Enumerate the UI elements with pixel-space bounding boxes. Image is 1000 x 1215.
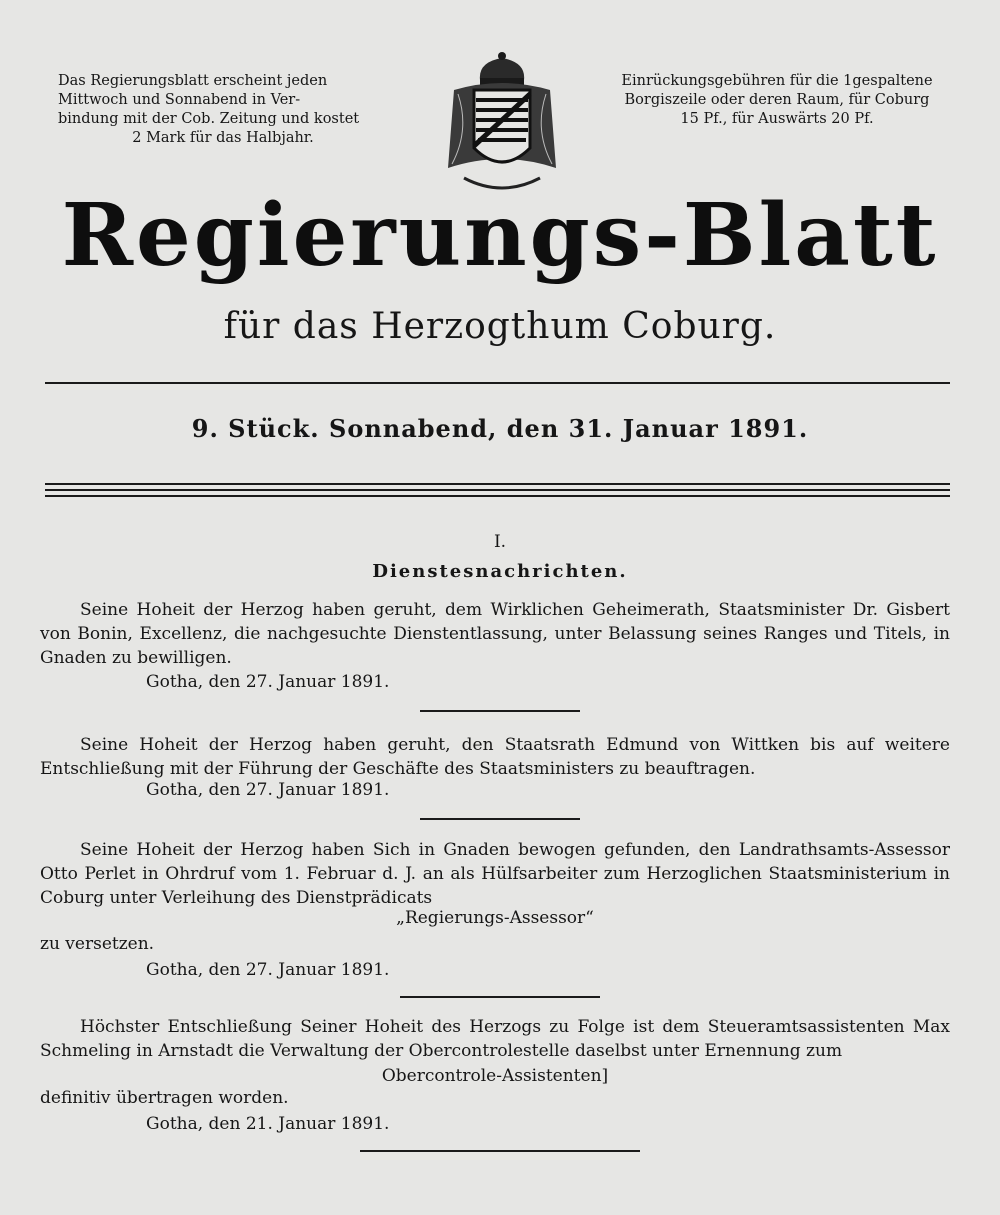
notice-date: Gotha, den 27. Januar 1891. <box>146 780 390 800</box>
masthead-title: Regierungs-Blatt <box>61 185 939 286</box>
notice-date: Gotha, den 27. Januar 1891. <box>146 960 390 980</box>
notice-title-quote: „Regierungs-Assessor“ <box>396 908 594 928</box>
notice-date: Gotha, den 27. Januar 1891. <box>146 672 390 692</box>
separator-rule <box>420 710 580 712</box>
notice-title-quote: Obercontrole-Assistenten] <box>381 1066 609 1086</box>
notice-body: Seine Hoheit der Herzog haben Sich in Gnaden bewogen gefunden, den Landrathsamts-Assessor Otto Perlet in Ohrdruf vom 1. Februar d. J. an als Hülfsarbeiter zum Herzoglichen Staatsministerium in Coburg unter Verleihung des Dienstprädicats <box>40 840 950 908</box>
rates-line: Einrückungsgebühren für die 1gespaltene <box>621 73 933 89</box>
notice-text <box>40 838 950 910</box>
advertising-rates-notice <box>612 72 942 129</box>
rates-line: Borgiszeile oder deren Raum, für Coburg <box>624 92 930 108</box>
subscription-line: Mittwoch und Sonnabend in Ver- <box>58 92 301 108</box>
subscription-notice <box>58 72 388 148</box>
top-rule <box>45 382 950 384</box>
section-number: I. <box>493 532 507 552</box>
notice-body: Seine Hoheit der Herzog haben geruht, den Staatsrath Edmund von Wittken bis auf weitere Entschließung mit der Führung der Geschäfte des Staatsministers zu beauftragen. <box>40 735 950 779</box>
notice-date: Gotha, den 21. Januar 1891. <box>146 1114 390 1134</box>
rates-line: 15 Pf., für Auswärts 20 Pf. <box>680 111 874 127</box>
separator-rule <box>400 996 600 998</box>
notice-text <box>40 598 950 670</box>
notice-body: Seine Hoheit der Herzog haben geruht, dem Wirklichen Geheimerath, Staatsminister Dr. Gisbert von Bonin, Excellenz, die nachgesuchte Dienstentlassung, unter Belassung seines Ranges und Titels, in Gnaden zu bewilligen. <box>40 600 950 668</box>
notice-text <box>40 733 950 781</box>
section-title: Dienstesnachrichten. <box>372 561 628 582</box>
ducal-crest-icon <box>440 50 564 198</box>
subscription-line: Das Regierungsblatt erscheint jeden <box>58 73 328 89</box>
notice-closing: definitiv übertragen worden. <box>40 1088 289 1108</box>
issue-line: 9. Stück. Sonnabend, den 31. Januar 1891. <box>191 414 809 443</box>
subscription-line: bindung mit der Cob. Zeitung und kostet <box>58 111 360 127</box>
notice-body: Höchster Entschließung Seiner Hoheit des Herzogs zu Folge ist dem Steueramtsassistenten Max Schmeling in Arnstadt die Verwaltung der Obercontrolestelle daselbst unter Ernennung zum <box>40 1017 950 1061</box>
subscription-line: 2 Mark für das Halbjahr. <box>132 130 314 146</box>
double-rule-top <box>45 483 950 485</box>
separator-rule <box>360 1150 640 1152</box>
notice-text <box>40 1015 950 1063</box>
double-rule-bottom <box>45 495 950 497</box>
masthead-subtitle: für das Herzogthum Coburg. <box>223 306 777 347</box>
separator-rule <box>420 818 580 820</box>
double-rule-middle <box>45 489 950 491</box>
notice-closing: zu versetzen. <box>40 934 155 954</box>
